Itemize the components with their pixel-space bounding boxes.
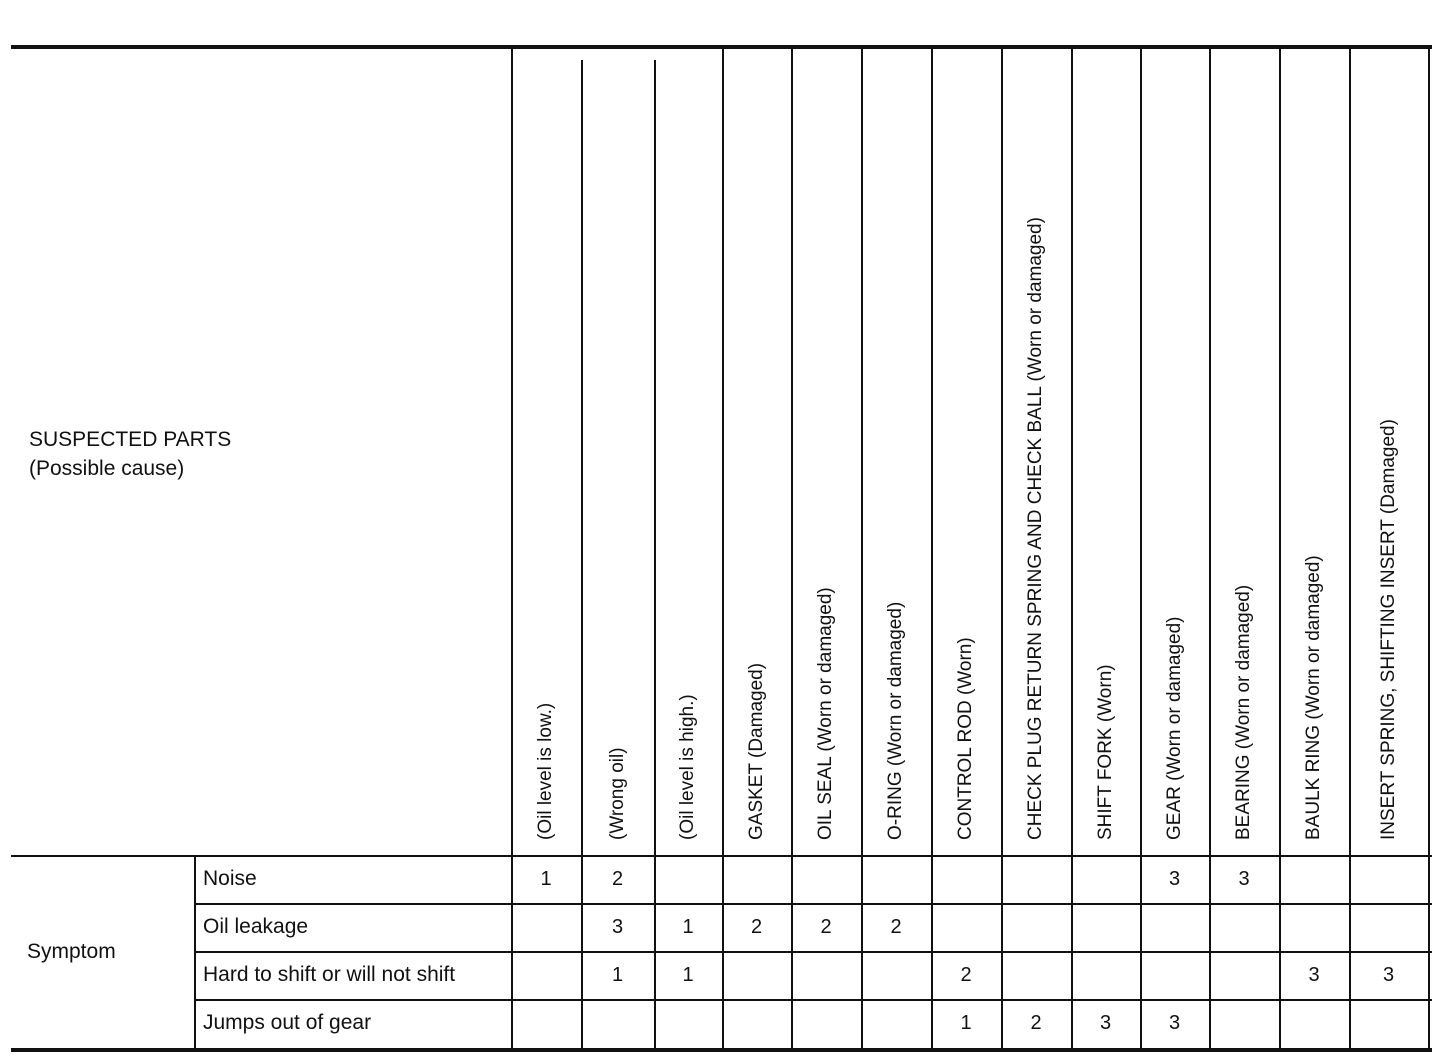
bottom-rule: [11, 1048, 1432, 1052]
column-divider: [1209, 49, 1211, 1048]
column-header-label: (Wrong oil): [606, 747, 628, 840]
column-divider: [581, 60, 583, 1048]
table-cell-value: 1: [611, 964, 624, 986]
column-divider: [791, 49, 793, 1048]
row-divider: [194, 999, 1432, 1001]
column-divider: [1279, 49, 1281, 1048]
table-cell-value: 3: [1168, 868, 1181, 890]
column-divider: [931, 49, 933, 1048]
column-divider: [654, 60, 656, 1048]
table-cell-value: 3: [611, 916, 624, 938]
column-header-label: O-RING (Worn or damaged): [885, 601, 906, 840]
header-subtitle: (Possible cause): [29, 457, 185, 480]
table-cell-value: 1: [682, 964, 694, 986]
column-header-label: CONTROL ROD (Worn): [955, 637, 976, 840]
table-cell-value: 2: [611, 868, 624, 890]
column-header-label: BEARING (Worn or damaged): [1233, 584, 1254, 840]
column-divider: [722, 49, 724, 1048]
column-header-label: BAULK RING (Worn or damaged): [1303, 555, 1324, 840]
table-cell-value: 2: [750, 916, 763, 938]
column-divider: [861, 49, 863, 1048]
table-cell-value: 3: [1168, 1012, 1181, 1034]
table-cell-value: 3: [1382, 964, 1395, 986]
table-cell-value: 1: [540, 868, 552, 890]
table-cell-value: 3: [1308, 964, 1320, 986]
header-title: SUSPECTED PARTS: [29, 428, 232, 451]
table-cell-value: 3: [1099, 1012, 1112, 1034]
table-cell-value: 3: [1238, 868, 1250, 890]
column-header-label: (Oil level is low.): [535, 702, 556, 840]
column-divider: [1001, 49, 1003, 1048]
column-divider: [511, 49, 513, 1048]
column-divider: [1349, 49, 1351, 1048]
column-header-label: GEAR (Worn or damaged): [1163, 616, 1185, 840]
column-divider: [1071, 49, 1073, 1048]
symptom-label: Symptom: [27, 940, 116, 963]
row-label: Noise: [203, 867, 257, 890]
row-label: Jumps out of gear: [203, 1011, 372, 1034]
column-divider: [1140, 49, 1142, 1048]
row-divider: [194, 903, 1432, 905]
header-bottom-rule: [11, 855, 1432, 857]
table-cell-value: 1: [682, 916, 694, 938]
table-cell-value: 2: [820, 916, 832, 938]
table-cell-value: 2: [960, 964, 972, 986]
row-divider: [194, 951, 1432, 953]
column-divider: [1428, 49, 1430, 1048]
column-header-label: CHECK PLUG RETURN SPRING AND CHECK BALL (Worn or damaged): [1025, 217, 1046, 840]
table-cell-value: 2: [1030, 1012, 1042, 1034]
column-header-label: SHIFT FORK (Worn): [1094, 664, 1116, 840]
row-label: Hard to shift or will not shift: [203, 963, 456, 986]
column-header-label: OIL SEAL (Worn or damaged): [815, 587, 836, 840]
row-label: Oil leakage: [203, 915, 309, 938]
column-header-label: INSERT SPRING, SHIFTING INSERT (Damaged): [1377, 419, 1399, 840]
table-cell-value: 1: [960, 1012, 972, 1034]
column-header-label: (Oil level is high.): [677, 694, 698, 840]
column-header-label: GASKET (Damaged): [745, 662, 767, 840]
suspected-parts-header: [29, 425, 231, 483]
table-cell-value: 2: [890, 916, 902, 938]
